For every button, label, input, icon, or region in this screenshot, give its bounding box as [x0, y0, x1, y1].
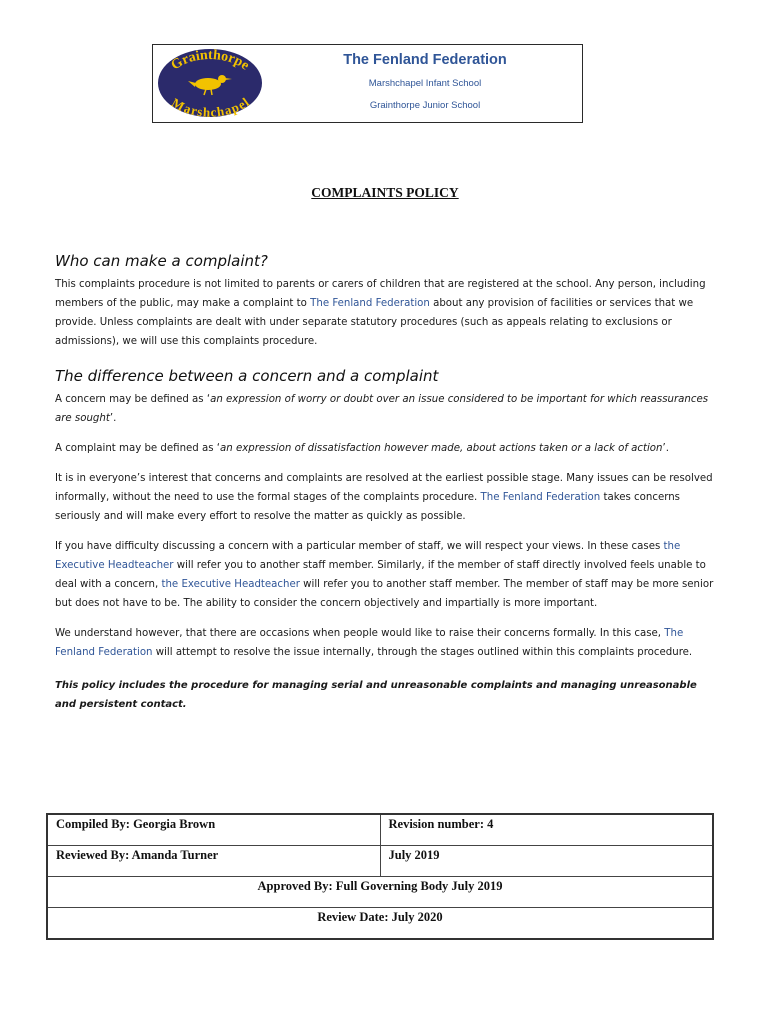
- federation-link: The Fenland Federation: [480, 492, 601, 503]
- letterhead: [152, 44, 583, 123]
- approved-by-cell: Approved By: Full Governing Body July 2019: [47, 877, 713, 908]
- paragraph-complaint-definition: A complaint may be defined as ‘an expression of dissatisfaction however made, about actions taken or a lack of action’.: [55, 443, 669, 454]
- heading-concern-vs-complaint: The difference between a concern and a complaint: [55, 367, 439, 385]
- paragraph-concern-definition: A concern may be defined as ‘an expression of worry or doubt over an issue considered to be important for which reassurances are sought’.: [55, 394, 709, 424]
- school-logo: [156, 47, 264, 119]
- reviewed-by-cell: Reviewed By: Amanda Turner: [47, 846, 380, 877]
- document-control-table: [46, 813, 714, 940]
- executive-headteacher-link: the Executive Headteacher: [55, 541, 681, 571]
- paragraph-staff-referral: If you have difficulty discussing a concern with a particular member of staff, we will respect your views. In these cases the Executive Headteacher will refer you to another staff member. Similarly, if the member of staff directly involved feels unable to deal with a concern, the Executive Headteacher will refer you to another staff member. The member of staff may be more senior but does not have to be. The ability to consider the concern objectively and impartially is more important.: [55, 541, 714, 609]
- paragraph-formal-concerns: We understand however, that there are occasions when people would like to raise their concerns formally. In this case, The Fenland Federation will attempt to resolve the issue internally, through the stages outlined within this complaints procedure.: [55, 628, 693, 658]
- policy-note: This policy includes the procedure for managing serial and unreasonable complaints and managing unreasonable and persistent contact.: [55, 680, 697, 710]
- federation-link: The Fenland Federation: [55, 628, 684, 658]
- federation-link: The Fenland Federation: [310, 298, 430, 309]
- infant-school-name: Marshchapel Infant School: [368, 78, 482, 89]
- federation-title: The Fenland Federation: [343, 52, 507, 68]
- heading-who-can-complain: Who can make a complaint?: [55, 252, 268, 270]
- logo-text-bottom: Marshchapel: [169, 94, 252, 119]
- review-date-cell: Review Date: July 2020: [47, 908, 713, 940]
- document-title: COMPLAINTS POLICY: [311, 185, 459, 200]
- logo-text-top: Grainthorpe: [168, 47, 252, 74]
- junior-school-name: Grainthorpe Junior School: [369, 100, 481, 111]
- review-month-cell: July 2019: [380, 846, 713, 877]
- paragraph-who: This complaints procedure is not limited to parents or carers of children that are registered at the school. Any person, including members of the public, may make a complaint to The Fenland Federation about any provision of facilities or services that we provide. Unless complaints are dealt with under separate statutory procedures (such as appeals relating to exclusions or admissions), we will use this complaints procedure.: [55, 279, 706, 347]
- compiled-by-cell: Compiled By: Georgia Brown: [47, 814, 380, 846]
- revision-number-cell: Revision number: 4: [380, 814, 713, 846]
- policy-body: [55, 251, 717, 725]
- paragraph-early-resolution: It is in everyone’s interest that concerns and complaints are resolved at the earliest possible stage. Many issues can be resolved informally, without the need to use the formal stages of the complaints procedure. The Fenland Federation takes concerns seriously and will make every effort to resolve the matter as quickly as possible.: [55, 473, 713, 522]
- executive-headteacher-link: the Executive Headteacher: [161, 579, 300, 590]
